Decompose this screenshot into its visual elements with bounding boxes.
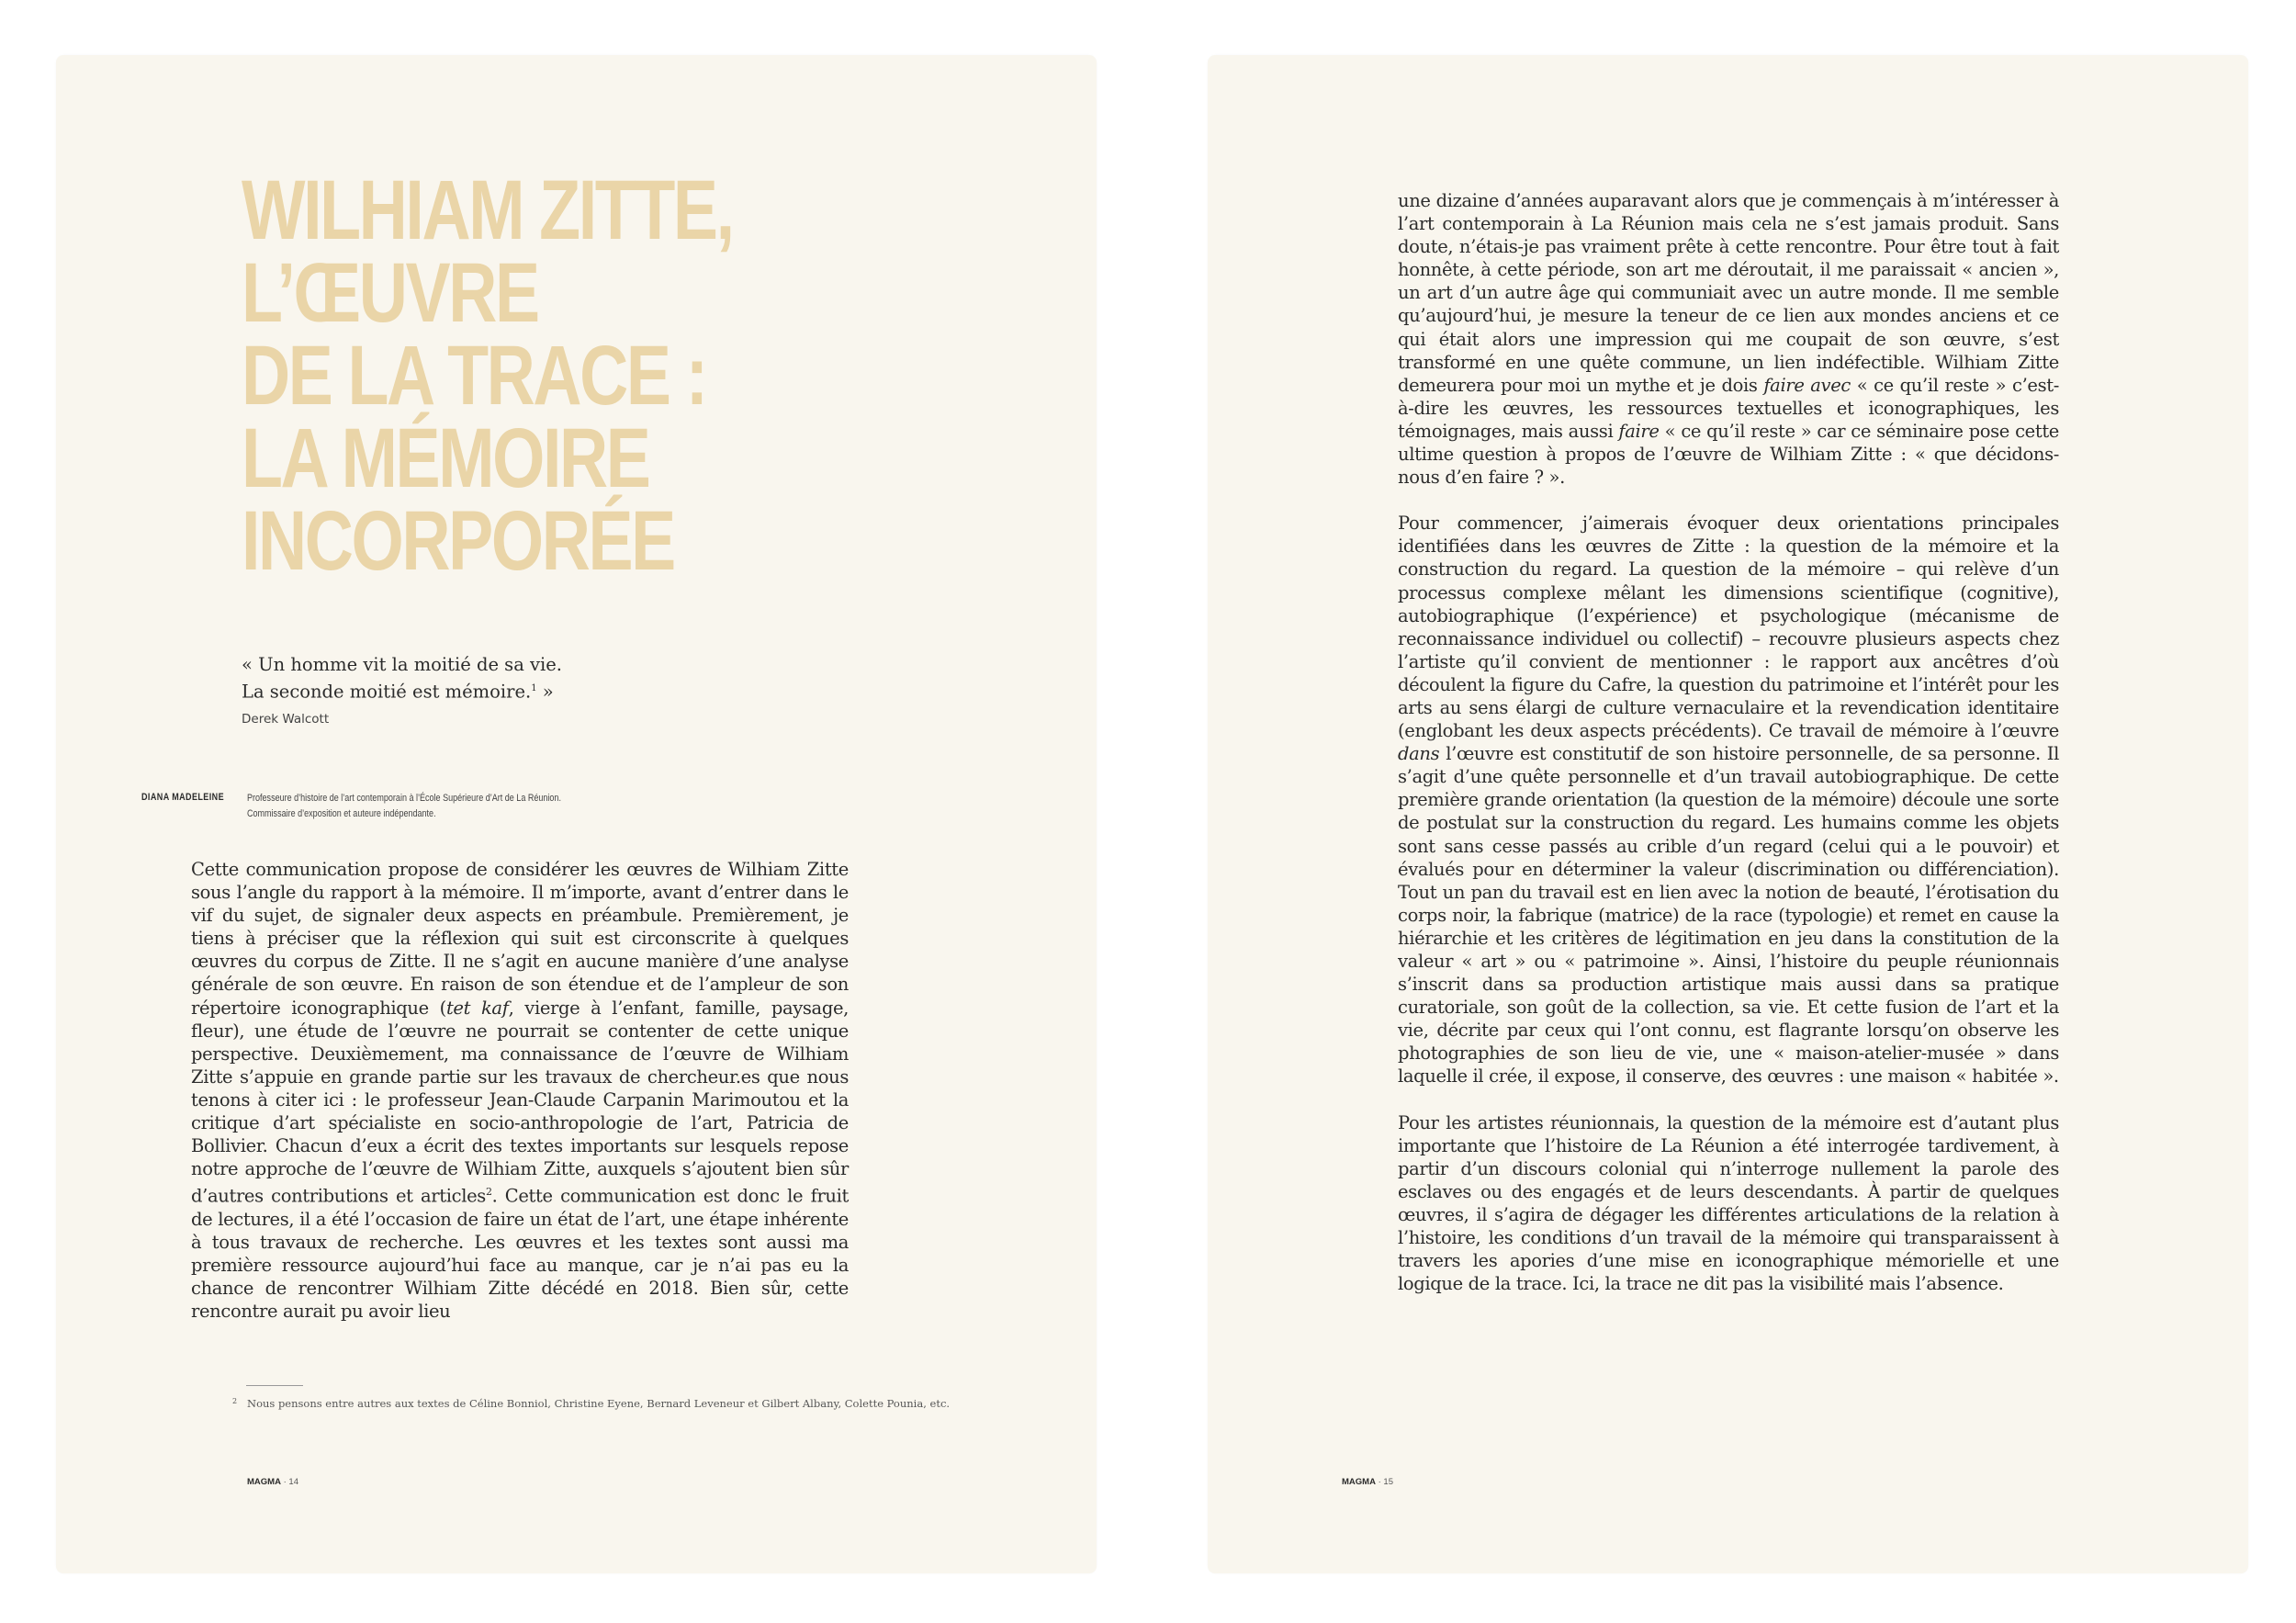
italic-term: faire avec: [1763, 374, 1851, 396]
paragraph-gap: [1398, 489, 2059, 512]
folio-separator: ·: [280, 1477, 289, 1487]
author-name: DIANA MADELEINE: [141, 792, 225, 803]
paragraph: Pour les artistes réunionnais, la question de la mémoire est d’autant plus importante que l’histoire de La Réunion a été interrogée tardivement, à partir d’un discours colonial qui n’interroge nullement la parole des esclaves ou des engagés et de leurs descendants. À partir de quelques œuvres, il s’agira de dégager les différentes articulations de la relation à l’histoire, les conditions d’un travail de la mémoire qui transparaissent à travers les apories d’une mise en iconographique mémorielle et une logique de la trace. Ici, la trace ne dit pas la visibilité mais l’absence.: [1398, 1111, 2059, 1295]
epigraph-line-2-end: »: [536, 681, 554, 703]
left-page: [56, 55, 1097, 1573]
italic-term: dans: [1398, 743, 1440, 765]
text-run: l’œuvre est constitutif de son histoire personnelle, de sa personne. Il s’agit d’une quête personnelle et d’un travail autobiographique. De cette première grande orientation (la question de la mémoire) découle une sorte de postulat sur la construction du regard. Les humains comme les objets sont sans cesse passés au crible d’un regard (celui qui a le pouvoir) et évalués pour en déterminer la valeur (discrimination ou différenciation). Tout un pan du travail est en lien avec la notion de beauté, l’érotisation du corps noir, la fabrique (matrice) de la race (typologie) et remet en cause la hiérarchie et les critères de légitimation en jeu dans la constitution de la valeur « art » ou « patrimoine ». Ainsi, l’histoire du peuple réunionnais s’inscrit dans sa production artistique mais aussi dans sa pratique curatoriale, son goût de la collection, sa vie. Et cette fusion de l’art et la vie, décrite par ceux qui l’ont connu, est flagrante lorsqu’on observe les photographies de son lieu de vie, une « maison-atelier-musée » dans laquelle il crée, il expose, il conserve, des œuvres : une maison « habitée ».: [1398, 743, 2059, 1088]
magazine-name: MAGMA: [247, 1477, 281, 1487]
epigraph: [242, 653, 562, 731]
text-run: « ce qu’il reste » c’est-à-dire les œuvres, les ressources textuelles et iconographiques, les témoignages, mais aussi: [1398, 374, 2059, 442]
body-text-left: [191, 858, 849, 1323]
text-run: Pour commencer, j’aimerais évoquer deux orientations principales identifiées dans les œuvres de Zitte : la question de la mémoire et la construction du regard. La question de la mémoire – qui relève d’un processus complexe mêlant les dimensions scientifique (cognitive), autobiographique (l’expérience) et psychologique (mécanisme de reconnaissance individuel ou collectif) – recouvre plusieurs aspects chez l’artiste qu’il convient de mentionner : le rapport aux ancêtres d’où découlent la figure du Cafre, la question du patrimoine et l’intérêt pour les arts au sens élargi de culture vernaculaire et la revendication identitaire (englobant les deux aspects précédents). Ce travail de mémoire à l’œuvre: [1398, 513, 2059, 742]
paragraph: [1398, 189, 2059, 489]
body-text-right: [1398, 189, 2059, 1295]
epigraph-note-ref: 1: [531, 683, 537, 693]
italic-term: tet kaf: [445, 997, 509, 1019]
text-run: . Cette communication est donc le fruit de lectures, il a été l’occasion de faire un état de l’art, une étape inhérente à tous travaux de recherche. Les œuvres et les textes sont aussi ma première ressource aujourd’hui face au manque, car je n’ai pas eu la chance de rencontrer Wilhiam Zitte décédé en 2018. Bien sûr, cette rencontre aurait pu avoir lieu: [191, 1185, 849, 1323]
footnote-ref: 2: [485, 1186, 492, 1199]
footnote-text: Nous pensons entre autres aux textes de Céline Bonniol, Christine Eyene, Bernard Leveneur et Gilbert Albany, Colette Pounia, etc.: [247, 1397, 951, 1410]
text-run: « ce qu’il reste » car ce séminaire pose cette ultime question à propos de l’œuvre de Wilhiam Zitte : « que décidons-nous d’en faire ? ».: [1398, 420, 2059, 489]
epigraph-line-1: « Un homme vit la moitié de sa vie.: [242, 654, 563, 675]
paragraph: [1398, 512, 2059, 1088]
epigraph-line-2: [242, 677, 562, 704]
title-line: LA MÉMOIRE: [242, 411, 649, 505]
paragraph-gap: [1398, 1088, 2059, 1111]
page-folio: [1342, 1477, 1393, 1487]
title-line: INCORPORÉE: [242, 494, 674, 588]
footnote-divider: [246, 1385, 303, 1386]
italic-term: faire: [1618, 420, 1660, 442]
magazine-name: MAGMA: [1342, 1477, 1376, 1487]
text-run: , vierge à l’enfant, famille, paysage, fleur), une étude de l’œuvre ne pourrait se contenter de cette unique perspective. Deuxièmement, ma connaissance de l’œuvre de Wilhiam Zitte s’appuie en grande partie sur les travaux de chercheur.es que nous tenons à citer ici : le professeur Jean-Claude Carpanin Marimoutou et la critique d’art spécialiste en socio-anthropologie de l’art, Patricia de Bollivier. Chacun d’eux a écrit des textes importants sur lesquels repose notre approche de l’œuvre de Wilhiam Zitte, auxquels s’ajoutent bien sûr d’autres contributions et articles: [191, 997, 850, 1207]
text-run: une dizaine d’années auparavant alors que je commençais à m’intéresser à l’art contemporain à La Réunion mais cela ne s’est jamais produit. Sans doute, n’étais-je pas vraiment prête à cette rencontre. Pour être tout à fait honnête, à cette période, son art me déroutait, il me paraissait « ancien », un art d’un autre âge qui communiait avec un autre monde. Il me semble qu’aujourd’hui, je mesure la teneur de ce lien aux mondes anciens et ce qui était alors une impression qui me coupait de son œuvre, s’est transformé en une quête commune, un lien indéfectible. Wilhiam Zitte demeurera pour moi un mythe et je dois: [1398, 190, 2059, 396]
title-line: L’ŒUVRE: [242, 246, 538, 340]
folio-separator: ·: [1375, 1477, 1384, 1487]
page-number: 15: [1383, 1477, 1393, 1487]
author-bio: [247, 791, 561, 822]
footnote: [232, 1397, 950, 1410]
page-number: 14: [288, 1477, 298, 1487]
text-run: Cette communication propose de considérer les œuvres de Wilhiam Zitte sous l’angle du rapport à la mémoire. Il m’importe, avant d’entrer dans le vif du sujet, de signaler deux aspects en préambule. Premièrement, je tiens à préciser que la réflexion qui suit est circonscrite à quelques œuvres du corpus de Zitte. Il ne s’agit en aucune manière d’une analyse générale de son œuvre. En raison de son étendue et de l’ampleur de son répertoire iconographique (: [191, 859, 849, 1019]
article-title: [242, 163, 733, 588]
paragraph: [191, 858, 849, 1323]
author-bio-line-1: Professeure d’histoire de l’art contemporain à l’École Supérieure d’Art de La Réunion.: [247, 793, 561, 804]
epigraph-author: Derek Walcott: [242, 711, 330, 727]
author-bio-line-2: Commissaire d’exposition et auteure indépendante.: [247, 808, 436, 819]
footnote-number: 2: [232, 1397, 238, 1405]
epigraph-line-2-text: La seconde moitié est mémoire.: [242, 681, 532, 703]
title-line: WILHIAM ZITTE,: [242, 163, 733, 257]
page-folio: [247, 1477, 298, 1487]
title-line: DE LA TRACE :: [242, 329, 706, 423]
